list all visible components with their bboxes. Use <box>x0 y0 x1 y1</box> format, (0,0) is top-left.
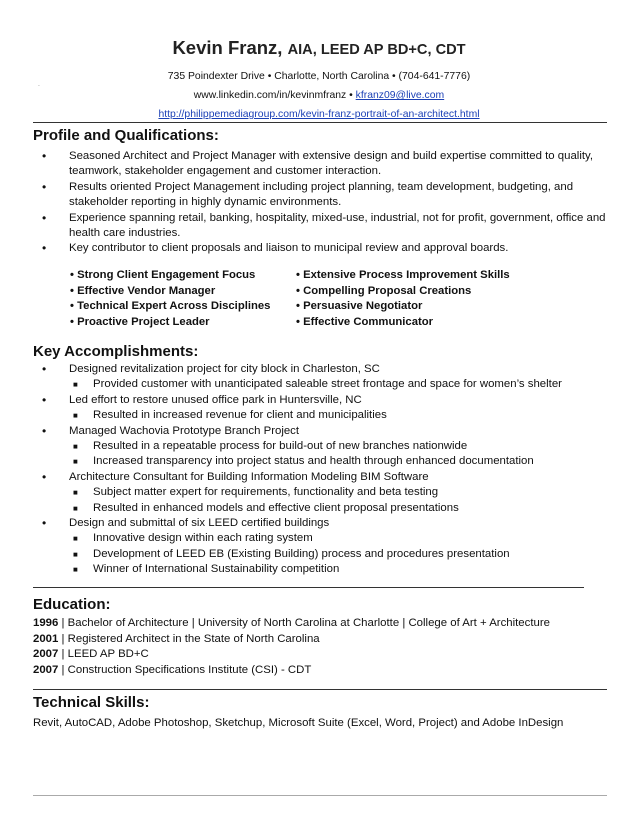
education-year: 1996 <box>33 617 59 629</box>
education-row <box>33 632 550 648</box>
profile-item <box>33 241 611 256</box>
bullet-icon: • <box>42 469 47 484</box>
profile-item-text: Results oriented Project Management including project planning, team development, budgeting, and stakeholder reporting in highly dynamic environments. <box>69 180 574 209</box>
education-row <box>33 663 550 679</box>
education-detail: | Registered Architect in the State of North Carolina <box>58 632 320 645</box>
profile-item <box>33 211 611 242</box>
profile-item-text: Key contributor to client proposals and liaison to municipal review and approval boards. <box>69 242 509 255</box>
resume-header <box>0 37 638 122</box>
accomplishment-item <box>33 362 611 393</box>
accomplishment-subitem <box>69 377 611 392</box>
square-bullet-icon: ■ <box>73 457 78 467</box>
candidate-credentials: AIA, LEED AP BD+C, CDT <box>287 42 466 58</box>
square-bullet-icon: ■ <box>73 380 78 390</box>
accomplishment-subitem <box>69 408 611 423</box>
linkedin-url[interactable]: www.linkedin.com/in/kevinmfranz • <box>193 90 356 101</box>
footer-divider <box>33 795 607 796</box>
profile-list <box>33 149 611 257</box>
education-list <box>33 616 550 678</box>
skill-item: • Technical Expert Across Disciplines <box>70 300 271 313</box>
skill-item: • Persuasive Negotiator <box>296 300 423 313</box>
contact-address: 735 Poindexter Drive • Charlotte, North Carolina • (704-641-7776) <box>167 71 471 82</box>
technical-skills-text: Revit, AutoCAD, Adobe Photoshop, Sketchup, Microsoft Suite (Excel, Word, Project) and Adobe InDesign <box>33 717 564 729</box>
square-bullet-icon: ■ <box>73 534 78 544</box>
stray-mark: ` <box>38 86 40 92</box>
accomplishment-item <box>33 393 611 424</box>
accomplishment-subitems <box>69 377 611 392</box>
accomplishment-text: Architecture Consultant for Building Information Modeling BIM Software <box>69 470 429 483</box>
profile-item-text: Experience spanning retail, banking, hospitality, mixed-use, industrial, not for profit, government, office and health care industries. <box>69 211 606 240</box>
name-line <box>0 37 638 61</box>
email-link[interactable]: kfranz09@live.com <box>355 90 445 101</box>
square-bullet-icon: ■ <box>73 565 78 575</box>
bullet-icon: • <box>42 392 47 407</box>
accomplishment-item <box>33 470 611 516</box>
accomplishment-subitem <box>69 547 611 562</box>
education-detail: | Bachelor of Architecture | University of North Carolina at Charlotte | College of Art + Architecture <box>58 617 550 629</box>
subitem-text: Resulted in enhanced models and effective client proposal presentations <box>93 501 459 514</box>
subitem-text: Innovative design within each rating system <box>93 532 313 545</box>
accomplishment-subitem <box>69 454 611 469</box>
subitem-text: Resulted in a repeatable process for build-out of new branches nationwide <box>93 440 468 453</box>
bullet-icon: • <box>42 516 47 531</box>
divider <box>33 587 584 588</box>
accomplishment-subitem <box>69 562 611 577</box>
accomplishment-subitem <box>69 501 611 516</box>
bullet-icon: • <box>42 149 47 163</box>
square-bullet-icon: ■ <box>73 549 78 559</box>
education-year: 2007 <box>33 663 59 676</box>
bullet-icon: • <box>42 210 47 225</box>
divider <box>33 689 607 690</box>
accomplishment-text: Design and submittal of six LEED certified buildings <box>69 517 330 530</box>
accomplishment-subitem <box>69 485 611 500</box>
profile-section-title: Profile and Qualifications: <box>33 127 219 144</box>
education-row <box>33 616 550 632</box>
skill-item: • Proactive Project Leader <box>70 315 210 328</box>
subitem-text: Winner of International Sustainability competition <box>93 563 340 576</box>
accomplishment-item <box>33 424 611 470</box>
profile-item <box>33 149 611 180</box>
accomplishment-subitems <box>69 531 611 577</box>
skill-item: • Extensive Process Improvement Skills <box>296 269 510 281</box>
technical-section-title: Technical Skills: <box>33 694 150 711</box>
subitem-text: Increased transparency into project status and health through enhanced documentation <box>93 455 534 468</box>
skills-grid <box>70 268 590 330</box>
skill-item: • Strong Client Engagement Focus <box>70 269 256 281</box>
bullet-icon: • <box>42 423 47 438</box>
skill-item: • Effective Vendor Manager <box>70 284 216 297</box>
bullet-icon: • <box>42 179 47 194</box>
square-bullet-icon: ■ <box>73 488 78 498</box>
portfolio-line <box>0 107 638 122</box>
accomplishment-subitems <box>69 485 611 516</box>
education-year: 2001 <box>33 632 59 645</box>
skill-item: • Compelling Proposal Creations <box>296 284 472 297</box>
bullet-icon: • <box>42 241 47 256</box>
accomplishment-text: Led effort to restore unused office park in Huntersville, NC <box>69 393 362 406</box>
square-bullet-icon: ■ <box>73 442 78 452</box>
accomplishment-subitem <box>69 439 611 454</box>
education-year: 2007 <box>33 648 59 661</box>
profile-item-text: Seasoned Architect and Project Manager with extensive design and build expertise committed to quality, teamwork, stakeholder engagement and customer interaction. <box>69 150 594 178</box>
divider <box>33 122 607 123</box>
skill-item: • Effective Communicator <box>296 315 434 328</box>
education-detail: | LEED AP BD+C <box>58 648 149 661</box>
accomplishment-text: Designed revitalization project for city block in Charleston, SC <box>69 363 380 375</box>
square-bullet-icon: ■ <box>73 503 78 513</box>
subitem-text: Provided customer with unanticipated saleable street frontage and space for women’s shelter <box>93 378 562 391</box>
candidate-name: Kevin Franz, <box>172 37 283 58</box>
accomplishment-subitem <box>69 531 611 546</box>
accomplishment-subitems <box>69 408 611 423</box>
education-section-title: Education: <box>33 596 111 613</box>
subitem-text: Resulted in increased revenue for client and municipalities <box>93 409 387 422</box>
profile-item <box>33 180 611 211</box>
education-detail: | Construction Specifications Institute (CSI) - CDT <box>58 663 312 676</box>
subitem-text: Development of LEED EB (Existing Building) process and procedures presentation <box>93 547 510 560</box>
bullet-icon: • <box>42 362 47 376</box>
accomplishment-item <box>33 516 611 578</box>
education-row <box>33 647 550 663</box>
subitem-text: Subject matter expert for requirements, functionality and beta testing <box>93 486 439 499</box>
square-bullet-icon: ■ <box>73 411 78 421</box>
accomplishments-section-title: Key Accomplishments: <box>33 343 199 360</box>
accomplishment-subitems <box>69 439 611 470</box>
accomplishments-list <box>33 362 611 578</box>
contact-web <box>0 88 638 103</box>
portfolio-link[interactable]: http://philippemediagroup.com/kevin-franz-portrait-of-an-architect.html <box>158 109 480 120</box>
accomplishment-text: Managed Wachovia Prototype Branch Project <box>69 424 300 437</box>
